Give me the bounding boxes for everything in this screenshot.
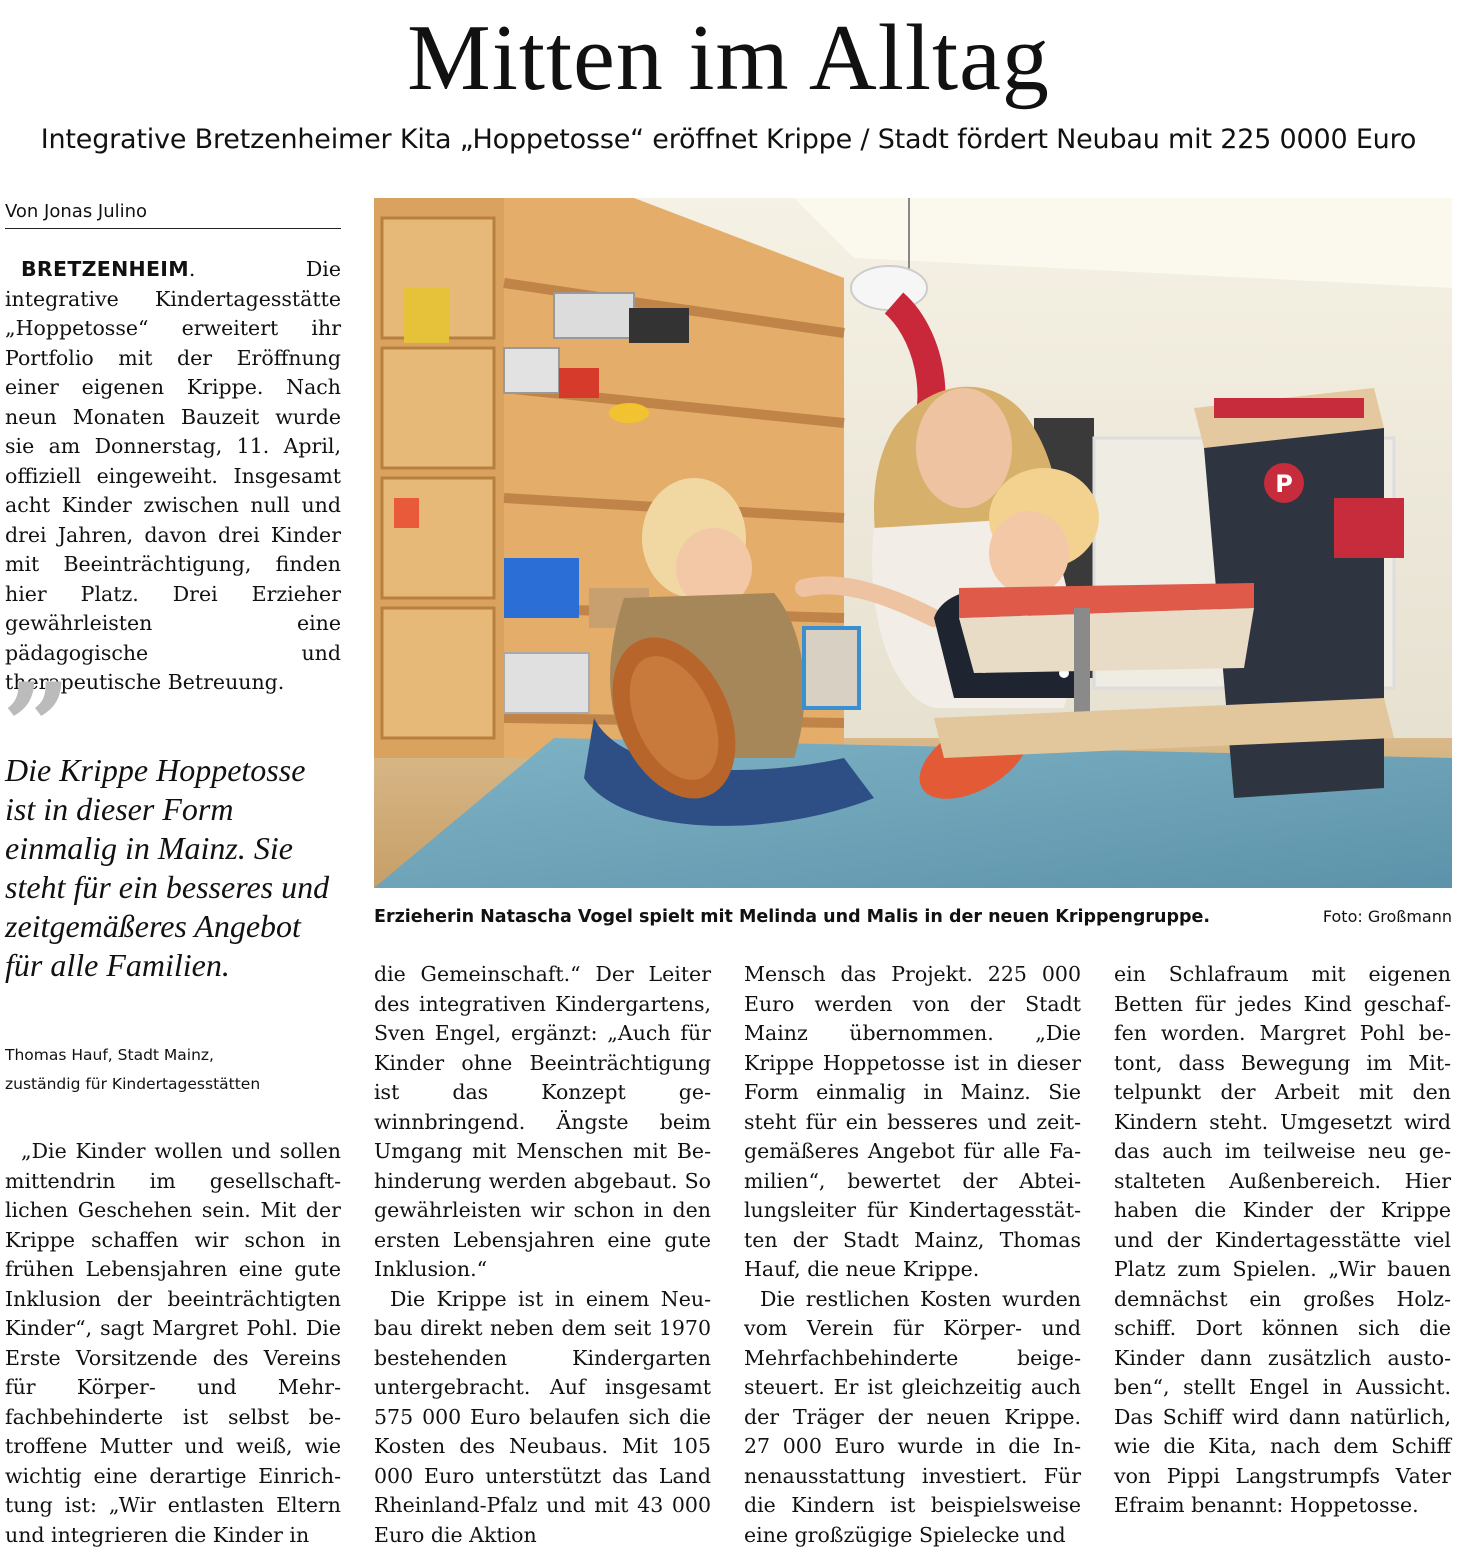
body-column-2 [374,960,711,1550]
body-column-1 [5,1137,341,1550]
quote-author: Thomas Hauf, Stadt Mainz, [5,1046,214,1064]
headline: Mitten im Alltag [407,6,1050,110]
paragraph: Die restlichen Kosten wurden vom Verein für Körper- und Mehrfachbehinderte beigesteuert. Er ist gleichzeitig auch der Träger der neuen Krippe. 27 000 Euro wurde in die Innenausstattung investiert. Für die Kindern ist beispielsweise eine großzügige Spielecke und [744,1286,1081,1547]
paragraph: Mensch das Projekt. 225 000 Euro werden von der Stadt Mainz übernommen. „Die Krippe Hoppetosse ist in dieser Form einmalig in Mainz. Sie steht für ein besseres und zeitgemäßeres Angebot für alle Familien“, bewertet der Abteilungsleiter für Kindertagesstätten der Stadt Mainz, Thomas Hauf, die neue Krippe. [744,962,1081,1281]
parking-sign-label: P [1275,470,1293,498]
subheadline: Integrative Bretzenheimer Kita „Hoppetosse“ eröffnet Krippe / Stadt fördert Neubau mit 225 0000 Euro [40,124,1417,155]
quote-role: zuständig für Kindertagesstätten [5,1075,261,1093]
quote-attribution [5,1041,341,1099]
shelf-left [374,198,504,758]
lead-text: . Die integrative Kindertagesstätte „Hoppetosse“ erweitert ihr Portfolio mit der Eröffnung einer eigenen Krippe. Nach neun Monaten Bauzeit wurde sie am Donnerstag, 11. April, offiziell eingeweiht. Insgesamt acht Kinder zwischen null und drei Jahren, davon drei Kinder mit Beeinträchtigung, finden hier Platz. Drei Erzieher gewährleisten eine pädagogische und therapeutische Betreuung. [5,257,341,694]
article-photo [374,198,1452,888]
photo-illustration [374,198,1452,888]
byline: Von Jonas Julino [5,198,341,229]
body-column-3 [744,960,1081,1550]
lead-paragraph [5,255,341,698]
photo-credit: Foto: Großmann [1322,907,1452,926]
paragraph: Die Krippe ist in einem Neubau direkt neben dem seit 1970 bestehenden Kindergarten untergebracht. Auf insgesamt 575 000 Euro belaufen sich die Kosten des Neubaus. Mit 105 000 Euro unterstützt das Land Rheinland-Pfalz und mit 43 000 Euro die Aktion [374,1286,711,1547]
caption-text: Erzieherin Natascha Vogel spielt mit Melinda und Malis in der neuen Krippengruppe. [374,907,1211,927]
toy-block [804,628,859,708]
paragraph: ein Schlafraum mit eigenen Betten für jedes Kind geschaffen worden. Margret Pohl betont, dass Bewegung im Mittelpunkt der Arbeit mit den Kindern steht. Umgesetzt wird das auch im teilweise neu gestalteten Außenbereich. Hier haben die Kinder der Krippe und der Kindertagesstätte viel Platz zum Spielen. „Wir bauen demnächst ein großes Holzschiff. Dort können sich die Kinder dann zusätzlich austoben“, stellt Engel in Aussicht. Das Schiff wird dann natürlich, wie die Kita, nach dem Schiff von Pippi Langstrumpfs Vater Efraim benannt: Hoppetosse. [1114,962,1451,1517]
dateline: BRETZENHEIM [21,257,189,281]
paragraph: „Die Kinder wollen und sollen mittendrin im gesellschaftlichen Geschehen sein. Mit der Krippe schaffen wir schon in frühen Lebensjahren eine gute Inklusion der beeinträchtigten Kinder“, sagt Margret Pohl. Die Erste Vorsitzende des Vereins für Körper- und Mehrfachbehinderte ist selbst betroffene Mutter und weiß, wie wichtig eine derartige Einrichtung ist: „Wir entlasten Eltern und integrieren die Kinder in [5,1139,341,1547]
pull-quote: Die Krippe Hoppetosse ist in dieser Form einmalig in Mainz. Sie steht für ein besseres und zeitgemäßeres Angebot für alle Familien. [5,752,330,983]
paragraph: die Gemeinschaft.“ Der Leiter des integrativen Kindergartens, Sven Engel, ergänzt: „Auch für Kinder ohne Beeinträchtigung ist das Konzept gewinnbringend. Ängste beim Umgang mit Menschen mit Behinderung werden abgebaut. So gewährleisten wir schon in den ersten Lebensjahren eine gute Inklusion.“ [374,962,711,1281]
quote-mark-icon: ” [2,657,72,798]
body-column-4 [1114,960,1451,1521]
photo-caption [374,902,1452,932]
